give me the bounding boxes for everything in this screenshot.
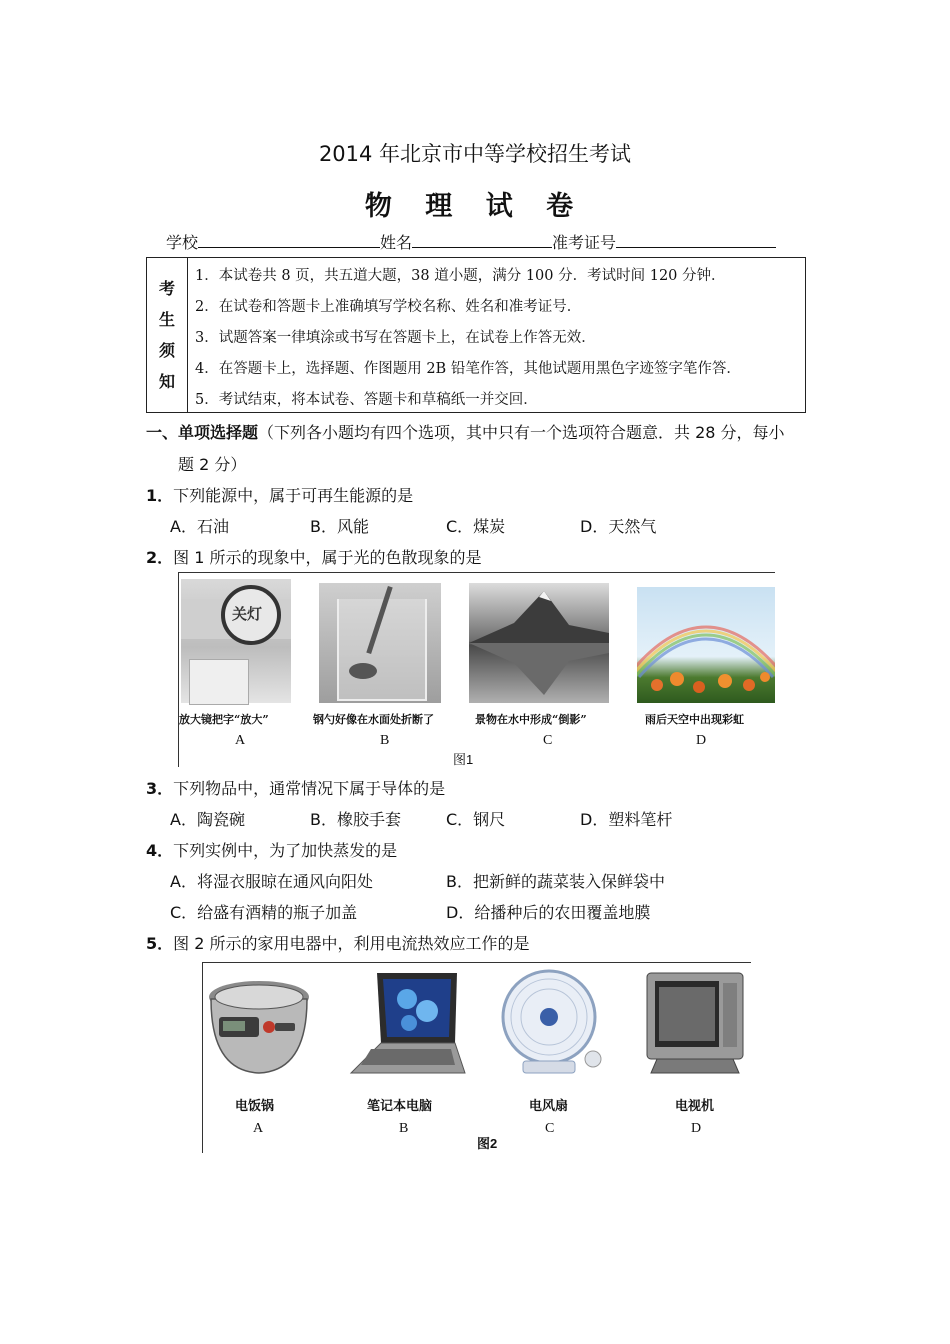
notice-item: 2．在试卷和答题卡上准确填写学校名称、姓名和准考证号． bbox=[195, 299, 582, 315]
question-number: 5． bbox=[146, 934, 174, 953]
caption-a: 放大镜把字“放大” bbox=[179, 713, 269, 726]
id-label: 准考证号 bbox=[552, 233, 617, 252]
magnifier-lens-icon bbox=[221, 585, 281, 645]
q4-option-c[interactable]: C．给盛有酒精的瓶子加盖 bbox=[170, 903, 358, 922]
q1-option-a[interactable]: A．石油 bbox=[170, 517, 229, 536]
q3-option-b[interactable]: B．橡胶手套 bbox=[310, 810, 401, 829]
question-number: 2． bbox=[146, 548, 174, 567]
section-desc: （下列各小题均有四个选项，其中只有一个选项符合题意．共 28 分，每小 bbox=[258, 423, 785, 442]
option-letter-d: D bbox=[696, 733, 707, 748]
question-5 bbox=[146, 931, 530, 954]
caption-c: 电风扇 bbox=[529, 1099, 569, 1114]
figure-1 bbox=[178, 572, 775, 767]
q3-option-d[interactable]: D．塑料笔杆 bbox=[580, 810, 673, 829]
mountain-icon bbox=[469, 583, 609, 703]
notice-label bbox=[147, 258, 188, 412]
name-label: 姓名 bbox=[380, 233, 413, 252]
notice-item: 5．考试结束，将本试卷、答题卡和草稿纸一并交回． bbox=[195, 392, 538, 408]
notice-label-char: 知 bbox=[158, 372, 175, 391]
question-stem: 图 1 所示的现象中，属于光的色散现象的是 bbox=[173, 548, 482, 567]
paper-subtitle: 物 理 试 卷 bbox=[364, 191, 586, 222]
q1-option-c[interactable]: C．煤炭 bbox=[446, 517, 506, 536]
option-letter-c: C bbox=[545, 1121, 555, 1136]
q1-option-b[interactable]: B．风能 bbox=[310, 517, 369, 536]
question-4 bbox=[146, 838, 397, 861]
question-stem: 下列物品中，通常情况下属于导体的是 bbox=[173, 779, 446, 798]
figure-label: 图1 bbox=[453, 752, 474, 767]
question-number: 4． bbox=[146, 841, 174, 860]
caption-c: 景物在水中形成“倒影” bbox=[475, 713, 587, 726]
q1-option-d[interactable]: D．天然气 bbox=[580, 517, 657, 536]
caption-a: 电饭锅 bbox=[235, 1099, 275, 1114]
student-info-line bbox=[166, 230, 776, 253]
q3-option-c[interactable]: C．钢尺 bbox=[446, 810, 506, 829]
caption-d: 雨后天空中出现彩虹 bbox=[645, 713, 744, 726]
option-letter-c: C bbox=[543, 733, 553, 748]
question-number: 3． bbox=[146, 779, 174, 798]
electric-fan-icon bbox=[499, 967, 603, 1077]
notice-item: 3．试题答案一律填涂或书写在答题卡上，在试卷上作答无效． bbox=[195, 330, 596, 346]
photo-rainbow bbox=[637, 587, 775, 703]
school-label: 学校 bbox=[166, 233, 199, 252]
exam-title: 2014 年北京市中等学校招生考试 bbox=[318, 142, 632, 166]
television-icon bbox=[643, 969, 747, 1079]
switch-plate bbox=[189, 659, 249, 705]
lens-text: 关灯 bbox=[232, 605, 263, 623]
id-blank[interactable] bbox=[616, 231, 776, 248]
rainbow-icon bbox=[637, 587, 775, 703]
section-desc-cont: 题 2 分） bbox=[178, 455, 247, 474]
figure-2 bbox=[202, 962, 751, 1153]
notice-item: 1．本试卷共 8 页，共五道大题，38 道小题，满分 100 分．考试时间 120 分钟． bbox=[195, 268, 726, 284]
option-letter-b: B bbox=[399, 1121, 409, 1136]
question-number: 1． bbox=[146, 486, 174, 505]
question-1 bbox=[146, 483, 413, 506]
question-stem: 下列能源中，属于可再生能源的是 bbox=[173, 486, 414, 505]
spoon-bowl bbox=[349, 663, 377, 679]
q3-option-a[interactable]: A．陶瓷碗 bbox=[170, 810, 245, 829]
q4-option-a[interactable]: A．将湿衣服晾在通风向阳处 bbox=[170, 872, 373, 891]
caption-b: 钢勺好像在水面处折断了 bbox=[313, 713, 434, 726]
question-3 bbox=[146, 776, 445, 799]
notice-label-char: 考 bbox=[158, 279, 175, 298]
rice-cooker-icon bbox=[205, 973, 313, 1077]
photo-spoon-glass bbox=[319, 583, 441, 703]
notice-item: 4．在答题卡上，选择题、作图题用 2B 铅笔作答，其他试题用黑色字迹签字笔作答． bbox=[195, 361, 741, 377]
photo-mountain-reflection bbox=[469, 583, 609, 703]
question-stem: 下列实例中，为了加快蒸发的是 bbox=[173, 841, 398, 860]
q4-option-d[interactable]: D．给播种后的农田覆盖地膜 bbox=[446, 903, 651, 922]
option-letter-b: B bbox=[380, 733, 390, 748]
laptop-icon bbox=[347, 969, 467, 1077]
q4-option-b[interactable]: B．把新鲜的蔬菜装入保鲜袋中 bbox=[446, 872, 665, 891]
notice-label-char: 须 bbox=[158, 341, 175, 360]
candidate-notice-box bbox=[146, 257, 806, 413]
photo-magnifier bbox=[181, 579, 291, 703]
option-letter-a: A bbox=[253, 1121, 264, 1136]
question-stem: 图 2 所示的家用电器中，利用电流热效应工作的是 bbox=[173, 934, 530, 953]
question-2 bbox=[146, 545, 482, 568]
notice-label-char: 生 bbox=[158, 310, 175, 329]
caption-d: 电视机 bbox=[675, 1099, 715, 1114]
figure-label: 图2 bbox=[477, 1136, 498, 1151]
caption-b: 笔记本电脑 bbox=[367, 1099, 433, 1114]
name-blank[interactable] bbox=[412, 231, 552, 248]
school-blank[interactable] bbox=[198, 231, 380, 248]
section-heading bbox=[146, 420, 785, 443]
section-title: 一、单项选择题 bbox=[146, 423, 259, 442]
notice-items bbox=[195, 261, 801, 416]
option-letter-d: D bbox=[691, 1121, 702, 1136]
option-letter-a: A bbox=[235, 733, 246, 748]
